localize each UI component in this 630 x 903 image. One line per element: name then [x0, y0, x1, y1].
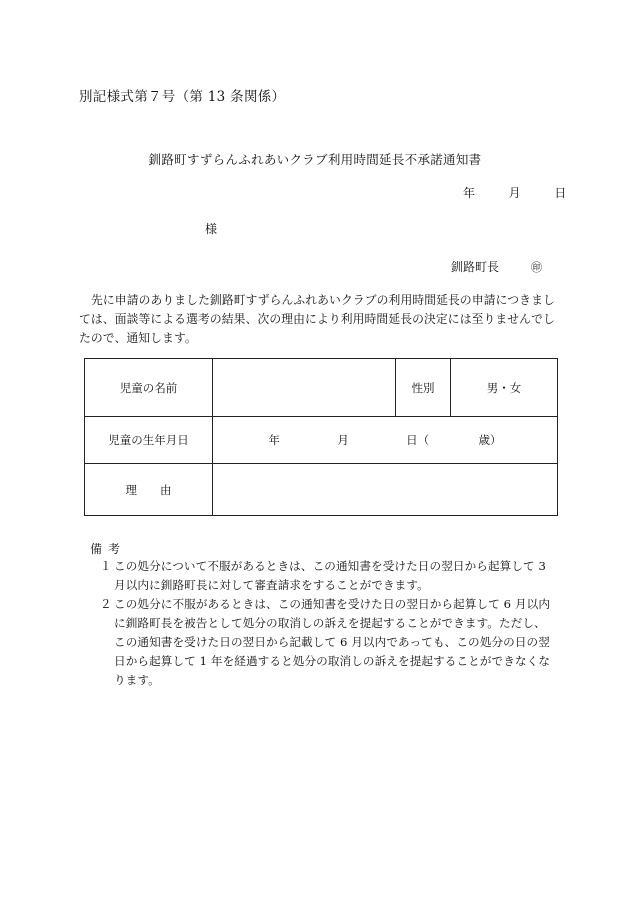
- dob-age: 歳）: [478, 433, 502, 447]
- date-line: [463, 184, 566, 201]
- dob-year: 年: [268, 433, 281, 447]
- note-item: [102, 595, 557, 690]
- sender-line: [451, 258, 542, 275]
- child-name-field[interactable]: [213, 359, 396, 417]
- gender-label: 性別: [396, 359, 451, 417]
- note-number: ２: [100, 597, 112, 611]
- addressee: 様: [205, 222, 218, 236]
- date-day: 日: [554, 186, 567, 200]
- note-text: この処分に不服があるときは、この通知書を受けた日の翌日から起算して 6 月以内に釧路町長を被告として処分の取消しの訴えを提起することができます。ただし、この通知書を受けた日の翌日から記載して 6 月以内であっても、この処分の日の翌日から起算して 1 年を経過すると処分の取消しの訴えを提起することができなくなります。: [114, 597, 551, 687]
- dob-month: 月: [337, 433, 349, 447]
- document-title: 釧路町すずらんふれあいクラブ利用時間延長不承諾通知書: [148, 152, 482, 167]
- dob-day: 日（: [406, 433, 430, 447]
- notes-heading: 備考: [90, 542, 127, 556]
- sender-name: 釧路町長: [451, 260, 500, 274]
- seal-mark: ㊞: [531, 261, 543, 274]
- gender-options[interactable]: 男・女: [451, 359, 558, 417]
- note-item: [102, 557, 557, 595]
- reason-field[interactable]: [213, 464, 558, 516]
- info-table: [84, 358, 558, 516]
- date-month: 月: [508, 186, 521, 200]
- dob-field[interactable]: [213, 417, 558, 464]
- table-row-reason: [85, 464, 558, 516]
- child-name-label: 児童の名前: [85, 359, 213, 417]
- dob-label: 児童の生年月日: [85, 417, 213, 464]
- body-paragraph: 先に申請のありました釧路町すずらんふれあいクラブの利用時間延長の申請につきましては、面談等による選考の結果、次の理由により利用時間延長の決定には至りませんでしたので、通知します。: [79, 293, 555, 345]
- note-number: １: [100, 559, 112, 573]
- table-row-dob: [85, 417, 558, 464]
- table-row-name: [85, 359, 558, 417]
- form-reference: 別記様式第７号（第 13 条関係）: [79, 89, 286, 105]
- date-year: 年: [463, 186, 476, 200]
- note-text: この処分について不服があるときは、この通知書を受けた日の翌日から起算して 3 月以内に釧路町長に対して審査請求をすることができます。: [114, 559, 547, 592]
- reason-label: 理 由: [85, 464, 213, 516]
